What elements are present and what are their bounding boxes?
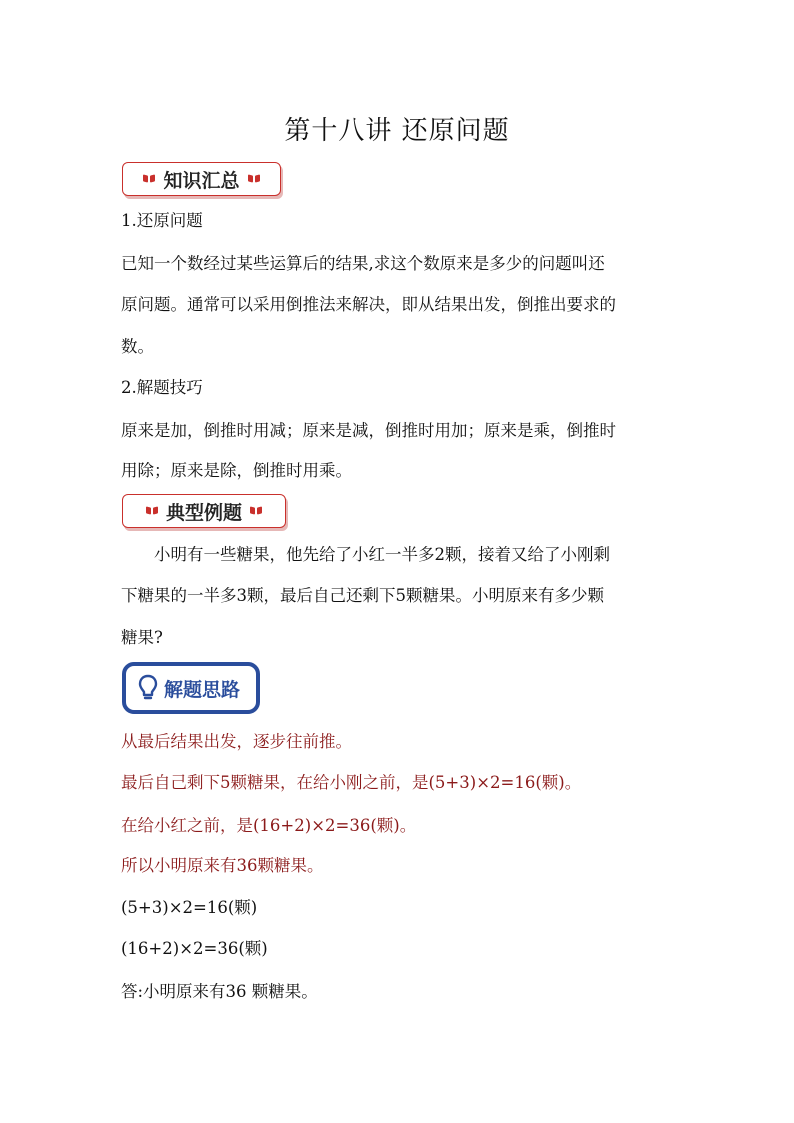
page-title: 第十八讲 还原问题 [284,116,510,146]
lightbulb-icon [138,674,158,702]
thinking-text-line: 在给小红之前，是(16+2)×2=36(颗)。 [121,816,417,835]
knowledge-text-line: 已知一个数经过某些运算后的结果,求这个数原来是多少的问题叫还 [121,254,605,273]
answer-line: 答:小明原来有36 颗糖果。 [121,982,318,1001]
solution-line: (16+2)×2=36(颗) [121,939,268,958]
section-label: 典型例题 [165,501,242,524]
knowledge-heading-1: 1.还原问题 [121,211,203,230]
section-badge-example [122,494,286,528]
section-label: 知识汇总 [163,169,240,192]
thinking-text-line: 最后自己剩下5颗糖果，在给小刚之前，是(5+3)×2=16(颗)。 [121,773,582,792]
knowledge-text-line: 原来是加，倒推时用减；原来是减，倒推时用加；原来是乘，倒推时 [121,421,616,440]
example-text-line: 小明有一些糖果，他先给了小红一半多2颗，接着又给了小刚剩 [121,545,610,564]
solution-line: (5+3)×2=16(颗) [121,898,258,917]
book-icon [143,175,155,183]
example-text-line: 下糖果的一半多3颗，最后自己还剩下5颗糖果。小明原来有多少颗 [121,586,604,605]
book-icon [146,507,158,515]
section-label: 解题思路 [164,678,241,701]
thinking-text-line: 从最后结果出发，逐步往前推。 [121,732,352,751]
example-text-line: 糖果? [121,628,163,647]
section-badge-knowledge [122,162,281,196]
knowledge-text-line: 原问题。通常可以采用倒推法来解决，即从结果出发，倒推出要求的 [121,295,616,314]
section-badge-thinking [122,662,260,714]
knowledge-text-line: 用除；原来是除，倒推时用乘。 [121,461,352,480]
thinking-text-line: 所以小明原来有36颗糖果。 [121,856,324,875]
knowledge-text-line: 数。 [121,337,154,356]
book-icon [248,175,260,183]
book-icon [250,507,262,515]
knowledge-heading-2: 2.解题技巧 [121,378,203,397]
